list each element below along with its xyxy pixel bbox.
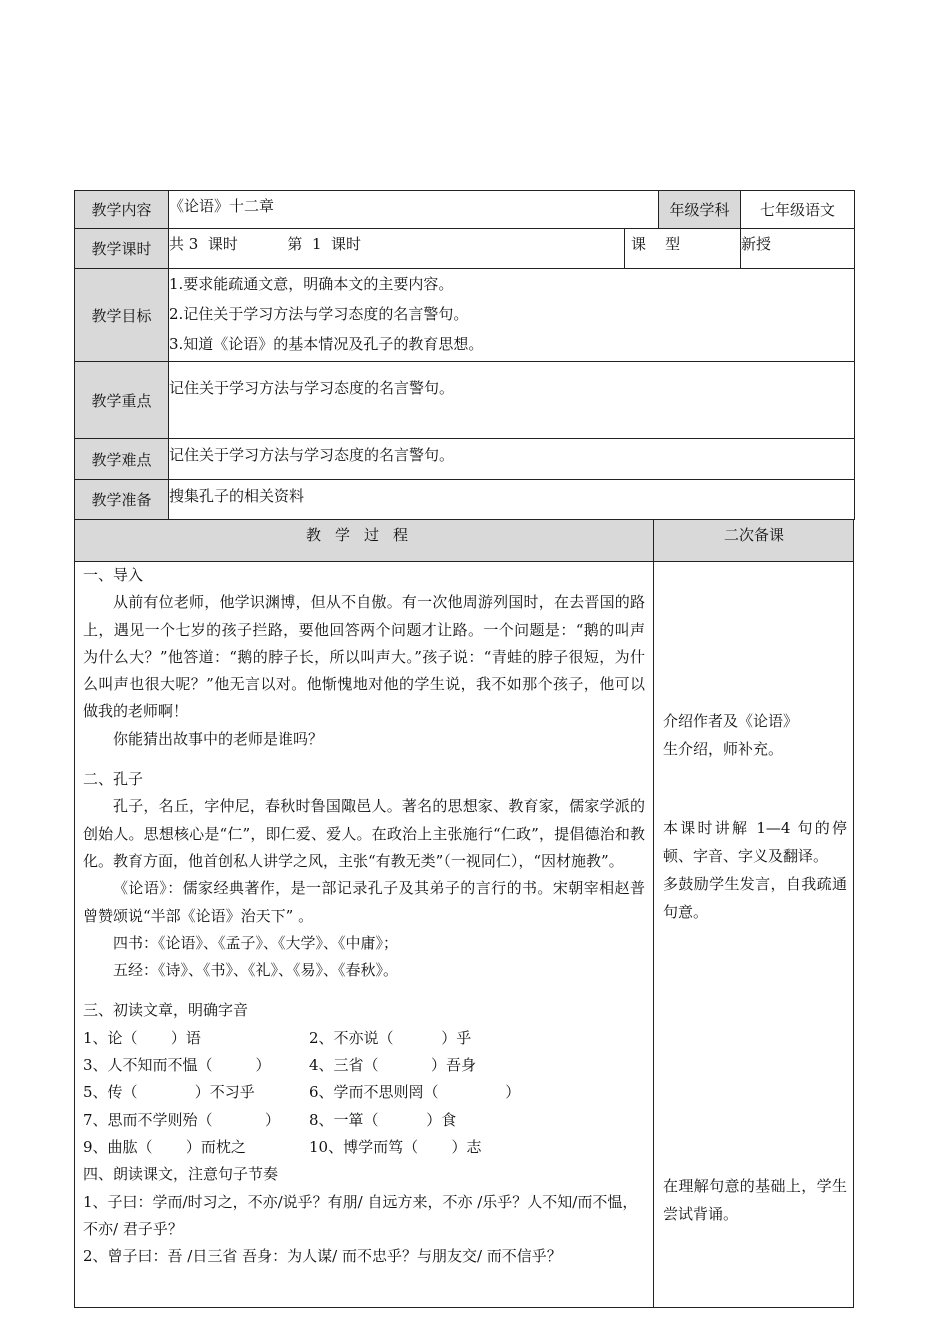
grade-value: 七年级语文 — [741, 191, 855, 229]
prep-value: 搜集孔子的相关资料 — [169, 480, 855, 520]
process-body — [74, 562, 854, 1308]
note-intro: 生介绍，师补充。 — [663, 740, 784, 758]
pronunciation-row — [83, 1025, 645, 1052]
content-value: 《论语》十二章 — [169, 191, 659, 229]
process-header — [74, 520, 854, 562]
pronunciation-item: 6、学而不思则罔（ ） — [309, 1083, 521, 1102]
lesson-info-table — [74, 190, 855, 520]
pronunciation-item: 2、不亦说（ ）乎 — [309, 1028, 472, 1047]
hours-current: 第 1 课时 — [287, 235, 362, 253]
note-block-3 — [663, 1172, 847, 1228]
pronunciation-row — [83, 1107, 645, 1134]
reading-line: 1、子曰：学而/时习之，不亦/说乎？有朋/ 自远方来，不亦 /乐乎？人不知/而不愠，不亦/ 君子乎？ — [83, 1192, 638, 1238]
section-reading-title: 四、朗读课文，注意句子节奏 — [83, 1165, 279, 1184]
goals-label: 教学目标 — [75, 269, 169, 362]
five-classics: 五经：《诗》、《书》、《礼》、《易》、《春秋》。 — [113, 961, 399, 980]
note-author: 介绍作者及《论语》 — [663, 712, 799, 730]
goal-item: 2.记住关于学习方法与学习态度的名言警句。 — [169, 305, 469, 323]
section-pronunciation-title: 三、初读文章，明确字音 — [83, 1001, 249, 1020]
pronunciation-item: 3、人不知而不愠（ ） — [83, 1056, 271, 1075]
intro-question: 你能猜出故事中的老师是谁吗？ — [113, 729, 324, 748]
key-point-value: 记住关于学习方法与学习态度的名言警句。 — [169, 362, 855, 439]
pronunciation-item: 7、思而不学则殆（ ） — [83, 1110, 280, 1129]
hours-total: 共 3 课时 — [169, 235, 238, 253]
note-encourage: 多鼓励学生发言，自我疏通句意。 — [663, 875, 847, 921]
pronunciation-item: 10、博学而笃（ ）志 — [309, 1137, 482, 1156]
type-label: 课 型 — [625, 229, 741, 269]
process-content — [83, 562, 645, 1270]
pronunciation-item: 9、曲肱（ ）而枕之 — [83, 1137, 246, 1156]
prep-label: 教学准备 — [75, 480, 169, 520]
pronunciation-row — [83, 1079, 645, 1106]
note-block-1 — [663, 707, 847, 763]
four-books: 四书：《论语》、《孟子》、《大学》、《中庸》； — [113, 933, 399, 952]
analects-intro: 《论语》：儒家经典著作，是一部记录孔子及其弟子的言行的书。宋朝宰相赵普曾赞颂说“半部《论语》治天下” 。 — [83, 879, 645, 925]
key-point-label: 教学重点 — [75, 362, 169, 439]
pronunciation-item: 1、论（ ）语 — [83, 1028, 201, 1047]
pronunciation-row — [83, 1052, 645, 1079]
confucius-bio: 孔子，名丘，字仲尼，春秋时鲁国陬邑人。著名的思想家、教育家，儒家学派的创始人。思想核心是“仁”，即仁爱、爱人。在政治上主张施行“仁政”，提倡德治和教化。教育方面，他首创私人讲学之风，主张“有教无类”（一视同仁），“因材施教”。 — [83, 797, 645, 870]
difficulty-label: 教学难点 — [75, 439, 169, 480]
side-notes-title: 二次备课 — [723, 526, 784, 544]
goal-item: 1.要求能疏通文意，明确本文的主要内容。 — [169, 275, 454, 293]
section-intro-title: 一、导入 — [83, 566, 144, 584]
goals-list — [169, 269, 855, 362]
difficulty-value: 记住关于学习方法与学习态度的名言警句。 — [169, 439, 855, 480]
reading-line: 2、曾子曰：吾 /日三省 吾身：为人谋/ 而不忠乎？与朋友交/ 而不信乎？ — [83, 1247, 562, 1266]
pronunciation-item: 8、一箪（ ）食 — [309, 1110, 457, 1129]
content-label: 教学内容 — [75, 191, 169, 229]
pronunciation-row — [83, 1134, 645, 1161]
section-confucius-title: 二、孔子 — [83, 770, 144, 789]
type-value: 新授 — [741, 229, 855, 269]
note-recite: 在理解句意的基础上，学生尝试背诵。 — [663, 1177, 847, 1223]
intro-story: 从前有位老师，他学识渊博，但从不自傲。有一次他周游列国时，在去晋国的路上，遇见一个七岁的孩子拦路，要他回答两个问题才让路。一个问题是：“鹅的叫声为什么大？”他答道：“鹅的脖子长，所以叫声大。”孩子说：“青蛙的脖子很短，为什么叫声也很大呢？”他无言以对。他惭愧地对他的学生说，我不如那个孩子，他可以做我的老师啊！ — [83, 593, 645, 721]
note-block-2 — [663, 814, 847, 926]
grade-label: 年级学科 — [659, 191, 741, 229]
hours-label: 教学课时 — [75, 229, 169, 269]
pronunciation-item: 5、传（ ）不习乎 — [83, 1083, 255, 1102]
hours-cell — [169, 229, 625, 269]
note-lesson-scope: 本课时讲解 1—4 句的停顿、字音、字义及翻译。 — [663, 819, 847, 865]
pronunciation-item: 4、三省（ ）吾身 — [309, 1056, 476, 1075]
goal-item: 3.知道《论语》的基本情况及孔子的教育思想。 — [169, 335, 484, 353]
column-divider — [653, 562, 654, 1308]
process-title: 教学过程 — [75, 520, 654, 561]
